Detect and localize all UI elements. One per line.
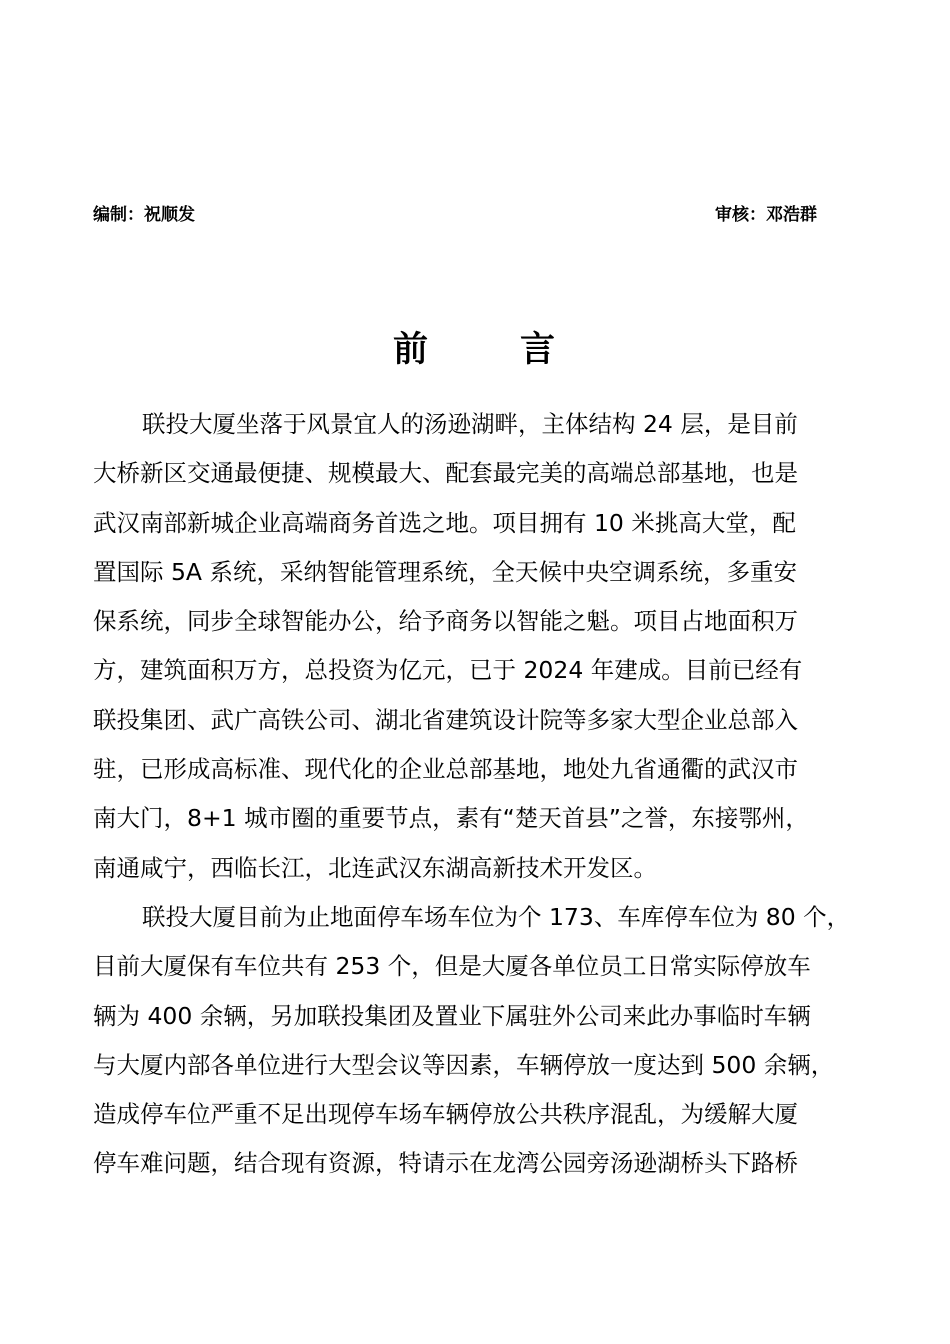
paragraph-line: 停车难问题，结合现有资源，特请示在龙湾公园旁汤逊湖桥头下路桥 <box>93 1149 798 1178</box>
paragraph-line: 方，建筑面积万方，总投资为亿元，已于 2024 年建成。目前已经有 <box>93 656 803 685</box>
title-char-2: 言 <box>520 330 558 370</box>
document-credits <box>93 200 817 226</box>
reviewer-label: 审核：邓浩群 <box>715 205 817 225</box>
paragraph-line: 驻，已形成高标准、现代化的企业总部基地，地处九省通衢的武汉市 <box>93 755 798 784</box>
paragraph-line: 南大门，8+1 城市圈的重要节点，素有“楚天首县”之誉，东接鄂州， <box>93 804 809 833</box>
paragraph-line: 置国际 5A 系统，采纳智能管理系统，全天候中央空调系统，多重安 <box>93 557 797 586</box>
paragraph-line: 目前大厦保有车位共有 253 个，但是大厦各单位员工日常实际停放车 <box>93 952 811 981</box>
paragraph-line: 与大厦内部各单位进行大型会议等因素，车辆停放一度达到 500 余辆， <box>93 1050 835 1079</box>
paragraph-line: 辆为 400 余辆，另加联投集团及置业下属驻外公司来此办事临时车辆 <box>93 1001 811 1030</box>
paragraph-line: 大桥新区交通最便捷、规模最大、配套最完美的高端总部基地，也是 <box>93 459 798 488</box>
title-char-1: 前 <box>392 330 430 370</box>
paragraph-line: 联投大厦目前为止地面停车场车位为个 173、车库停车位为 80 个， <box>142 902 851 931</box>
paragraph-2 <box>93 893 861 1189</box>
paragraph-line: 保系统，同步全球智能办公，给予商务以智能之魁。项目占地面积万 <box>93 607 798 636</box>
paragraph-line: 联投大厦坐落于风景宜人的汤逊湖畔，主体结构 24 层，是目前 <box>142 410 798 438</box>
paragraph-line: 造成停车位严重不足出现停车场车辆停放公共秩序混乱，为缓解大厦 <box>93 1100 798 1129</box>
paragraph-1 <box>93 400 861 893</box>
paragraph-line: 联投集团、武广高铁公司、湖北省建筑设计院等多家大型企业总部入 <box>93 705 798 734</box>
paragraph-line: 南通咸宁，西临长江，北连武汉东湖高新技术开发区。 <box>93 853 657 882</box>
compiler-label: 编制：祝顺发 <box>93 205 195 225</box>
paragraph-line: 武汉南部新城企业高端商务首选之地。项目拥有 10 米挑高大堂，配 <box>93 508 796 537</box>
document-body <box>93 400 861 1189</box>
page-title <box>0 326 950 374</box>
